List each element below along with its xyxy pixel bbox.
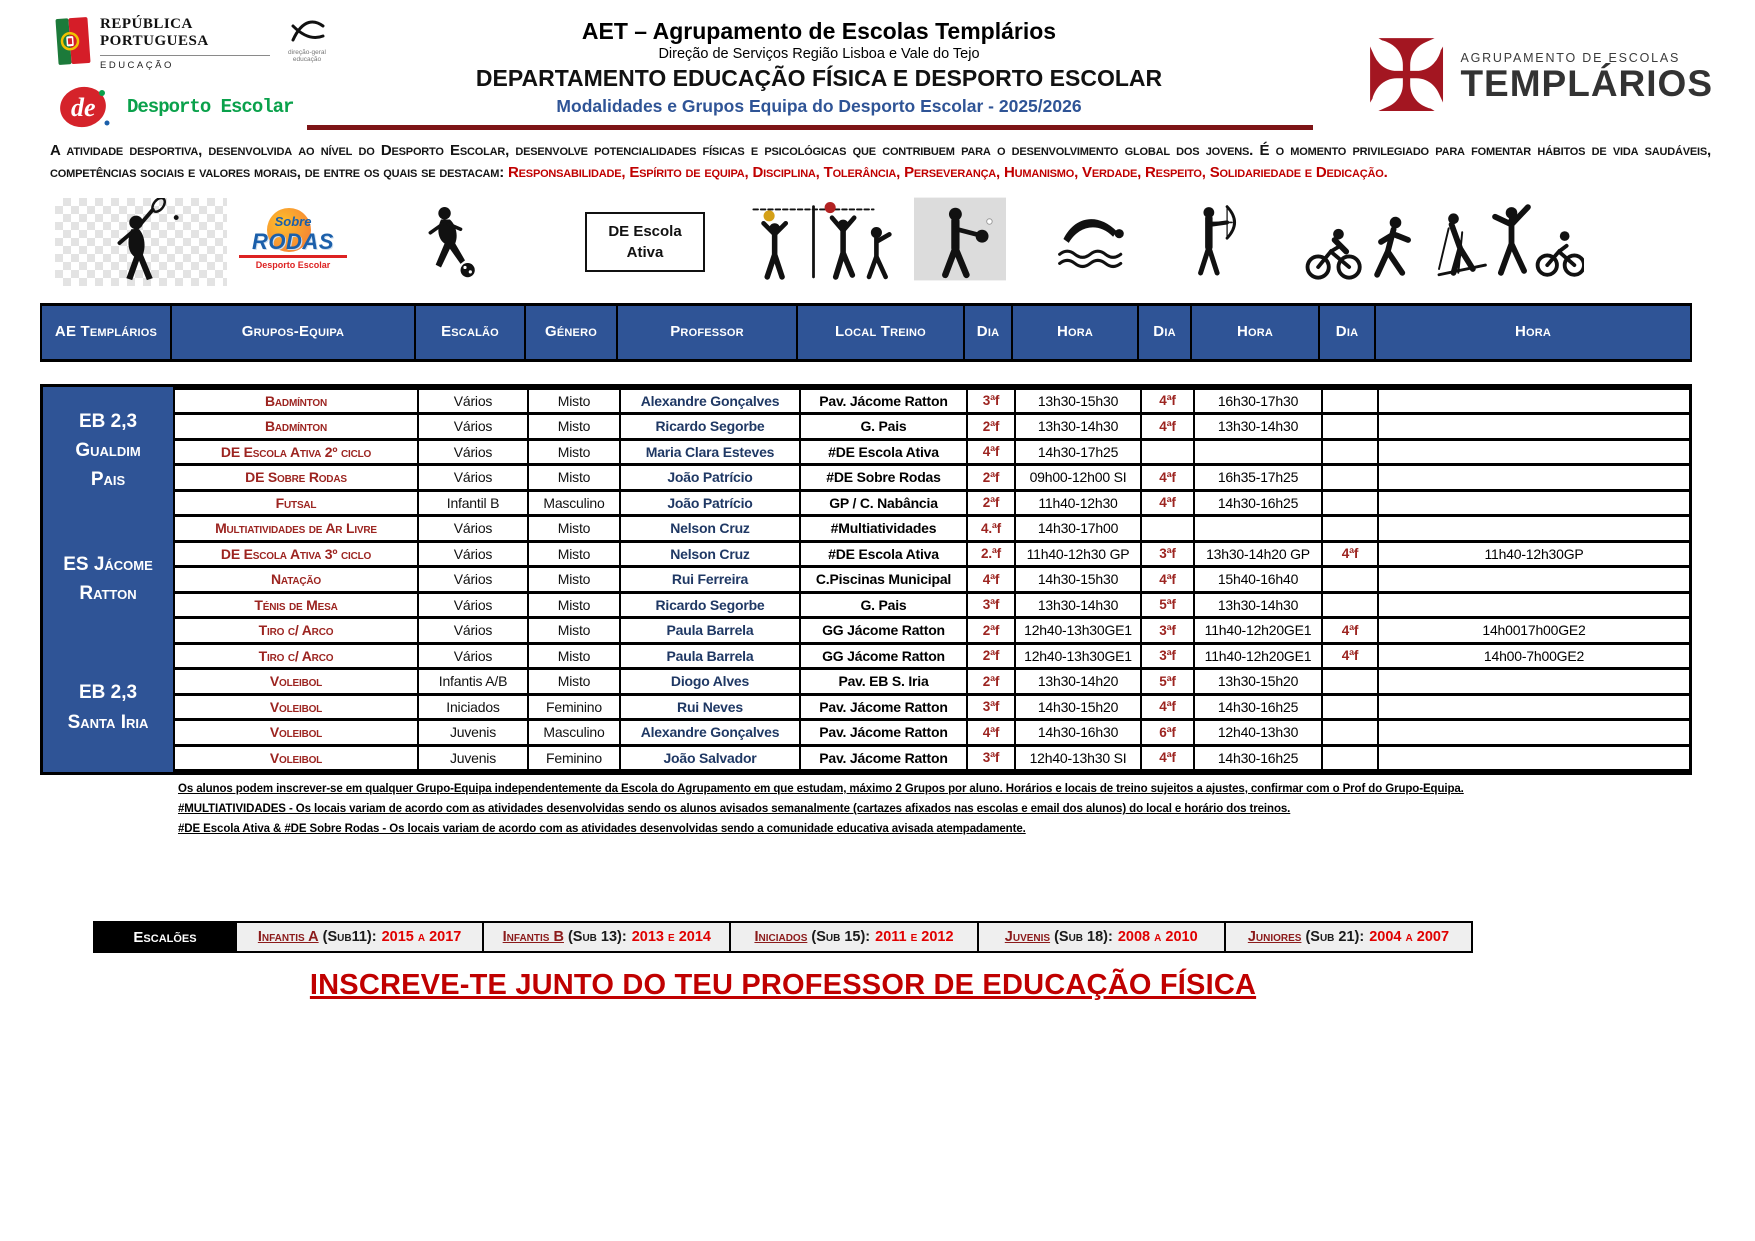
col-header-local: Local Treino [797,304,964,360]
school-logo-text [1460,51,1713,104]
schedule-zone [40,303,1713,776]
cell-dia3 [1322,592,1378,618]
col-header-hora3: Hora [1375,304,1691,360]
gov-line2: PORTUGUESA [100,33,209,50]
cell-genero: Misto [528,567,620,593]
escalao-item [235,923,482,951]
cell-genero: Misto [528,618,620,644]
cell-dia3: 4ªf [1322,643,1378,669]
header-rule [307,125,1313,130]
cell-dia1: 2ªf [967,465,1015,491]
cell-local: G. Pais [800,414,967,440]
header-left-logos [55,16,355,131]
cell-hora1: 14h30-16h30 [1015,720,1141,746]
cell-grupo: Tiro c/ Arco [174,618,418,644]
department-title: DEPARTAMENTO EDUCAÇÃO FÍSICA E DESPORTO ESCOLAR [475,65,1163,91]
cell-hora2: 16h30-17h30 [1194,388,1322,414]
school-logo-line1: AGRUPAMENTO DE ESCOLAS [1460,50,1681,65]
cell-professor: Maria Clara Esteves [620,439,800,465]
cell-dia1: 2ªf [967,643,1015,669]
school-line: EB 2,3 [78,682,138,704]
desporto-escolar-icon [55,83,115,131]
cell-grupo: DE Escola Ativa 3º ciclo [174,541,418,567]
cell-hora3 [1378,516,1690,542]
cell-hora1: 14h30-17h00 [1015,516,1141,542]
cell-local: Pav. Jácome Ratton [800,745,967,771]
escalao-item [729,923,976,951]
cell-dia2: 6ªf [1141,720,1194,746]
cell-hora2: 16h35-17h25 [1194,465,1322,491]
cell-professor: João Salvador [620,745,800,771]
schedule-table-body [40,384,1692,776]
table-row [174,720,1690,746]
cell-professor: João Patrício [620,490,800,516]
cell-dia2: 3ªf [1141,618,1194,644]
cell-professor: Ricardo Segorbe [620,592,800,618]
cell-escalao: Vários [418,414,528,440]
cell-hora2: 12h40-13h30 [1194,720,1322,746]
gov-sub: EDUCAÇÃO [100,59,174,71]
cell-local: GG Jácome Ratton [800,618,967,644]
table-row [174,414,1690,440]
edition-title: Modalidades e Grupos Equipa do Desporto Escolar - 2025/2026 [556,96,1082,116]
table-row [174,465,1690,491]
cell-local: Pav. Jácome Ratton [800,388,967,414]
gov-divider [100,55,270,56]
de-escola-ativa-line2: Ativa [626,243,664,261]
school-logo-line2: TEMPLÁRIOS [1460,62,1713,104]
footnote: #DE Escola Ativa & #DE Sobre Rodas - Os locais variam de acordo com as atividades desenvolvidas sendo a comunidade educativa avisada atempadamente. [178,823,1026,836]
portugal-flag-icon [55,16,91,66]
cell-dia2: 4ªf [1141,490,1194,516]
cell-dia3 [1322,439,1378,465]
cell-dia1: 4ªf [967,720,1015,746]
cell-dia2: 4ªf [1141,745,1194,771]
cell-hora2: 14h30-16h25 [1194,490,1322,516]
cell-local: Pav. EB S. Iria [800,669,967,695]
cell-escalao: Vários [418,439,528,465]
cell-dia1: 3ªf [967,592,1015,618]
escalao-item [1224,923,1471,951]
cell-genero: Misto [528,643,620,669]
cell-hora1: 14h30-17h25 [1015,439,1141,465]
cell-hora3: 11h40-12h30GP [1378,541,1690,567]
school-line: EB 2,3 [78,410,138,432]
cell-dia2: 3ªf [1141,541,1194,567]
escaloes-legend [93,921,1473,953]
desporto-escolar-logo-block [55,83,355,131]
cell-local: Pav. Jácome Ratton [800,720,967,746]
escaloes-items [235,923,1471,951]
cell-hora1: 12h40-13h30 SI [1015,745,1141,771]
cell-professor: Diogo Alves [620,669,800,695]
cell-grupo: Voleibol [174,694,418,720]
escalao-years: 2015 a 2017 [381,929,462,946]
cell-dia1: 4ªf [967,567,1015,593]
cell-grupo: Voleibol [174,669,418,695]
sobre-rodas-top: Sobre [274,213,312,229]
cell-dia2: 5ªf [1141,669,1194,695]
school-santa-iria [43,644,173,773]
table-row [174,694,1690,720]
cell-local: Pav. Jácome Ratton [800,694,967,720]
cell-dia1: 4.ªf [967,516,1015,542]
sobre-rodas-logo [239,214,347,270]
cell-hora3 [1378,694,1690,720]
cell-genero: Masculino [528,490,620,516]
col-header-hora1: Hora [1012,304,1138,360]
cell-local: #DE Escola Ativa [800,541,967,567]
escalao-item [482,923,729,951]
col-header-hora2: Hora [1191,304,1319,360]
intro-black-text: A atividade desportiva, desenvolvida ao nível do Desporto Escolar, desenvolve potencialidades físicas e psicológicas que contribuem para o desenvolvimento global dos jovens. É o momento privilegiado para fomentar hábitos de vida saudáveis, competências sociais e valores morais, de entre os quais se destacam: [50,141,1711,181]
cell-local: G. Pais [800,592,967,618]
cell-professor: Nelson Cruz [620,516,800,542]
cell-hora1: 12h40-13h30GE1 [1015,643,1141,669]
cell-genero: Misto [528,669,620,695]
footer-title: INSCREVE-TE JUNTO DO TEU PROFESSOR DE EDUCAÇÃO FÍSICA [309,969,1257,1002]
cell-professor: Paula Barrela [620,643,800,669]
escalao-years: 2013 e 2014 [631,929,711,946]
cell-local: GP / C. Nabância [800,490,967,516]
col-header-escalao: Escalão [415,304,525,360]
intro-paragraph [50,140,1711,185]
cell-escalao: Vários [418,465,528,491]
cell-local: #DE Escola Ativa [800,439,967,465]
table-row [174,592,1690,618]
templar-cross-icon: ✠ [1364,18,1449,136]
cell-genero: Misto [528,388,620,414]
header [0,0,1755,136]
cell-dia3 [1322,669,1378,695]
cell-hora1: 13h30-14h20 [1015,669,1141,695]
volleyball-icon [721,195,906,288]
cell-hora3 [1378,745,1690,771]
swimming-icon [1052,195,1136,288]
cell-professor: Alexandre Gonçalves [620,720,800,746]
schedule-rows-table [173,387,1691,773]
cell-hora3 [1378,567,1690,593]
cell-dia3 [1322,465,1378,491]
cell-dia2: 4ªf [1141,388,1194,414]
cell-dia1: 3ªf [967,388,1015,414]
school-logo-block [1283,16,1713,136]
cell-dia2 [1141,439,1194,465]
cell-dia1: 2ªf [967,490,1015,516]
cell-hora1: 14h30-15h30 [1015,567,1141,593]
escalao-sub: (Sub11): [322,929,377,946]
cell-hora2: 14h30-16h25 [1194,694,1322,720]
cell-professor: Rui Ferreira [620,567,800,593]
cell-dia2: 4ªf [1141,567,1194,593]
cell-hora2: 15h40-16h40 [1194,567,1322,593]
cell-hora1: 12h40-13h30GE1 [1015,618,1141,644]
de-escola-ativa-line1: DE Escola [608,222,682,240]
cell-dia3 [1322,694,1378,720]
table-row [174,439,1690,465]
col-header-professor: Professor [617,304,797,360]
cell-escalao: Vários [418,618,528,644]
escaloes-label: Escalões [95,923,235,951]
cell-local: C.Piscinas Municipal [800,567,967,593]
cell-dia1: 2ªf [967,669,1015,695]
desporto-escolar-label: Desporto Escolar [127,95,294,118]
school-jacome-ratton [43,515,173,644]
cell-genero: Masculino [528,720,620,746]
cell-dia1: 3ªf [967,745,1015,771]
bottom-zone [93,921,1473,1002]
cell-genero: Misto [528,541,620,567]
school-gualdim-pais [43,387,173,516]
cell-dia3 [1322,388,1378,414]
escalao-item [977,923,1224,951]
cell-hora3 [1378,490,1690,516]
intro-red-text: Responsabilidade, Espírito de equipa, Disciplina, Tolerância, Perseverança, Humanismo, Verdade, Respeito, Solidariedade e Dedicação. [508,164,1388,181]
sobre-rodas-main: RODAS [239,229,347,258]
cell-hora2: 13h30-14h30 [1194,592,1322,618]
cell-hora3 [1378,414,1690,440]
school-line: Santa Iria [67,711,149,733]
cell-hora3 [1378,465,1690,491]
escalao-sub: (Sub 21): [1305,929,1365,946]
cell-dia1: 2ªf [967,414,1015,440]
cell-genero: Misto [528,516,620,542]
cell-hora2: 11h40-12h20GE1 [1194,618,1322,644]
cell-dia3 [1322,490,1378,516]
cell-hora3 [1378,592,1690,618]
de-escola-ativa-box [585,212,705,272]
cell-dia3 [1322,516,1378,542]
sobre-rodas-sub: Desporto Escolar [255,259,331,270]
cell-genero: Feminino [528,694,620,720]
cell-escalao: Vários [418,592,528,618]
cell-hora1: 11h40-12h30 GP [1015,541,1141,567]
cell-professor: Ricardo Segorbe [620,414,800,440]
escalao-years: 2011 e 2012 [875,929,954,946]
cell-escalao: Vários [418,643,528,669]
cell-dia3 [1322,567,1378,593]
cell-hora2: 13h30-15h20 [1194,669,1322,695]
school-column [43,387,173,773]
table-row [174,490,1690,516]
main-title: AET – Agrupamento de Escolas Templários [581,18,1057,44]
cell-escalao: Iniciados [418,694,528,720]
table-row [174,618,1690,644]
escalao-years: 2004 a 2007 [1369,929,1450,946]
school-line: Gualdim [75,440,141,462]
cell-grupo: Multiatividades de Ar Livre [174,516,418,542]
cell-dia2: 4ªf [1141,414,1194,440]
cell-hora1: 13h30-14h30 [1015,414,1141,440]
footnotes [178,779,1695,839]
cell-escalao: Infantil B [418,490,528,516]
dge-line2: educação [292,56,322,64]
cell-dia2: 4ªf [1141,694,1194,720]
soccer-icon [409,195,489,288]
dge-line1: direção-geral [288,49,326,56]
cell-genero: Misto [528,414,620,440]
cell-dia1: 4ªf [967,439,1015,465]
col-header-dia2: Dia [1138,304,1191,360]
cell-grupo: Futsal [174,490,418,516]
school-line: ES Jácome [63,553,153,575]
cell-grupo: Tiro c/ Arco [174,643,418,669]
cell-dia2: 3ªf [1141,643,1194,669]
cell-grupo: Natação [174,567,418,593]
table-row [174,643,1690,669]
cell-genero: Misto [528,439,620,465]
cell-local: GG Jácome Ratton [800,643,967,669]
col-header-grupos: Grupos-Equipa [171,304,415,360]
table-tennis-icon [914,195,1006,288]
cell-dia1: 3ªf [967,694,1015,720]
cell-grupo: DE Escola Ativa 2º ciclo [174,439,418,465]
cell-hora1: 11h40-12h30 [1015,490,1141,516]
table-row [174,669,1690,695]
cell-escalao: Vários [418,567,528,593]
footnote: Os alunos podem inscrever-se em qualquer Grupo-Equipa independentemente da Escola do Agrupamento em que estudam, máximo 2 Grupos por aluno. Horários e locais de treino sujeitos a ajustes, confirmar com o Prof do Grupo-Equipa. [178,783,1464,795]
col-header-dia1: Dia [964,304,1012,360]
col-header-genero: Género [525,304,617,360]
escalao-name: Infantis A [257,929,319,946]
cell-hora2 [1194,516,1322,542]
badminton-icon [55,198,227,286]
escalao-sub: (Sub 13): [567,929,627,946]
footnote: #MULTIATIVIDADES - Os locais variam de acordo com as atividades desenvolvidas sendo os alunos avisados semanalmente (cartazes afixados nas escolas e email dos alunos) do local e horário dos treinos. [178,803,1291,816]
cell-escalao: Vários [418,541,528,567]
cell-professor: Nelson Cruz [620,541,800,567]
cell-grupo: Badmínton [174,388,418,414]
cell-dia3 [1322,720,1378,746]
cell-escalao: Vários [418,516,528,542]
cell-professor: Rui Neves [620,694,800,720]
table-row [174,541,1690,567]
escalao-name: Iniciados [754,929,808,946]
cell-dia3 [1322,745,1378,771]
cell-hora3 [1378,439,1690,465]
multisport-collage-icon [1294,195,1584,288]
gov-logo-block [55,16,355,71]
cell-local: #DE Sobre Rodas [800,465,967,491]
escalao-sub: (Sub 18): [1054,929,1113,946]
cell-hora2: 13h30-14h20 GP [1194,541,1322,567]
cell-dia2: 4ªf [1141,465,1194,491]
cell-grupo: Voleibol [174,745,418,771]
table-row [174,516,1690,542]
col-header-ae: AE Templários [41,304,171,360]
header-titles [355,16,1283,131]
cell-hora1: 13h30-15h30 [1015,388,1141,414]
cell-hora3 [1378,388,1690,414]
icons-row [55,195,1713,289]
cell-dia1: 2.ªf [967,541,1015,567]
escalao-name: Juniores [1247,929,1302,946]
cell-genero: Misto [528,465,620,491]
cell-hora1: 13h30-14h30 [1015,592,1141,618]
dge-logo [284,16,330,63]
cell-dia2: 5ªf [1141,592,1194,618]
escalao-years: 2008 a 2010 [1117,929,1198,946]
cell-grupo: Badmínton [174,414,418,440]
cell-genero: Feminino [528,745,620,771]
dge-ribbon-icon [287,16,327,44]
cell-escalao: Juvenis [418,745,528,771]
archery-icon [1184,195,1242,288]
cell-professor: Paula Barrela [620,618,800,644]
cell-professor: João Patrício [620,465,800,491]
cell-hora2: 13h30-14h30 [1194,414,1322,440]
svg-text:de: de [71,92,96,122]
cell-grupo: Voleibol [174,720,418,746]
table-row [174,388,1690,414]
gov-logo-text [100,16,270,71]
school-line: Ratton [79,583,137,605]
cell-grupo: DE Sobre Rodas [174,465,418,491]
cell-grupo: Ténis de Mesa [174,592,418,618]
cell-hora2: 14h30-16h25 [1194,745,1322,771]
school-line: Pais [90,469,126,491]
cell-hora3: 14h0017h00GE2 [1378,618,1690,644]
cell-dia2 [1141,516,1194,542]
cell-escalao: Infantis A/B [418,669,528,695]
table-row [174,745,1690,771]
schedule-table-header [40,303,1692,362]
escalao-name: Juvenis [1004,929,1051,946]
subtitle: Direção de Serviços Região Lisboa e Vale do Tejo [658,46,980,62]
col-header-dia3: Dia [1319,304,1375,360]
cell-dia3: 4ªf [1322,541,1378,567]
cell-genero: Misto [528,592,620,618]
cell-escalao: Juvenis [418,720,528,746]
cell-hora1: 09h00-12h00 SI [1015,465,1141,491]
escalao-name: Infantis B [502,929,564,946]
cell-local: #Multiatividades [800,516,967,542]
cell-professor: Alexandre Gonçalves [620,388,800,414]
table-row [174,567,1690,593]
cell-hora1: 14h30-15h20 [1015,694,1141,720]
cell-dia3: 4ªf [1322,618,1378,644]
cell-dia1: 2ªf [967,618,1015,644]
cell-hora2: 11h40-12h20GE1 [1194,643,1322,669]
gov-line1: REPÚBLICA [100,16,193,32]
cell-hora3 [1378,669,1690,695]
cell-hora2 [1194,439,1322,465]
cell-hora3: 14h00-7h00GE2 [1378,643,1690,669]
cell-escalao: Vários [418,388,528,414]
cell-dia3 [1322,414,1378,440]
cell-hora3 [1378,720,1690,746]
escalao-sub: (Sub 15): [811,929,871,946]
